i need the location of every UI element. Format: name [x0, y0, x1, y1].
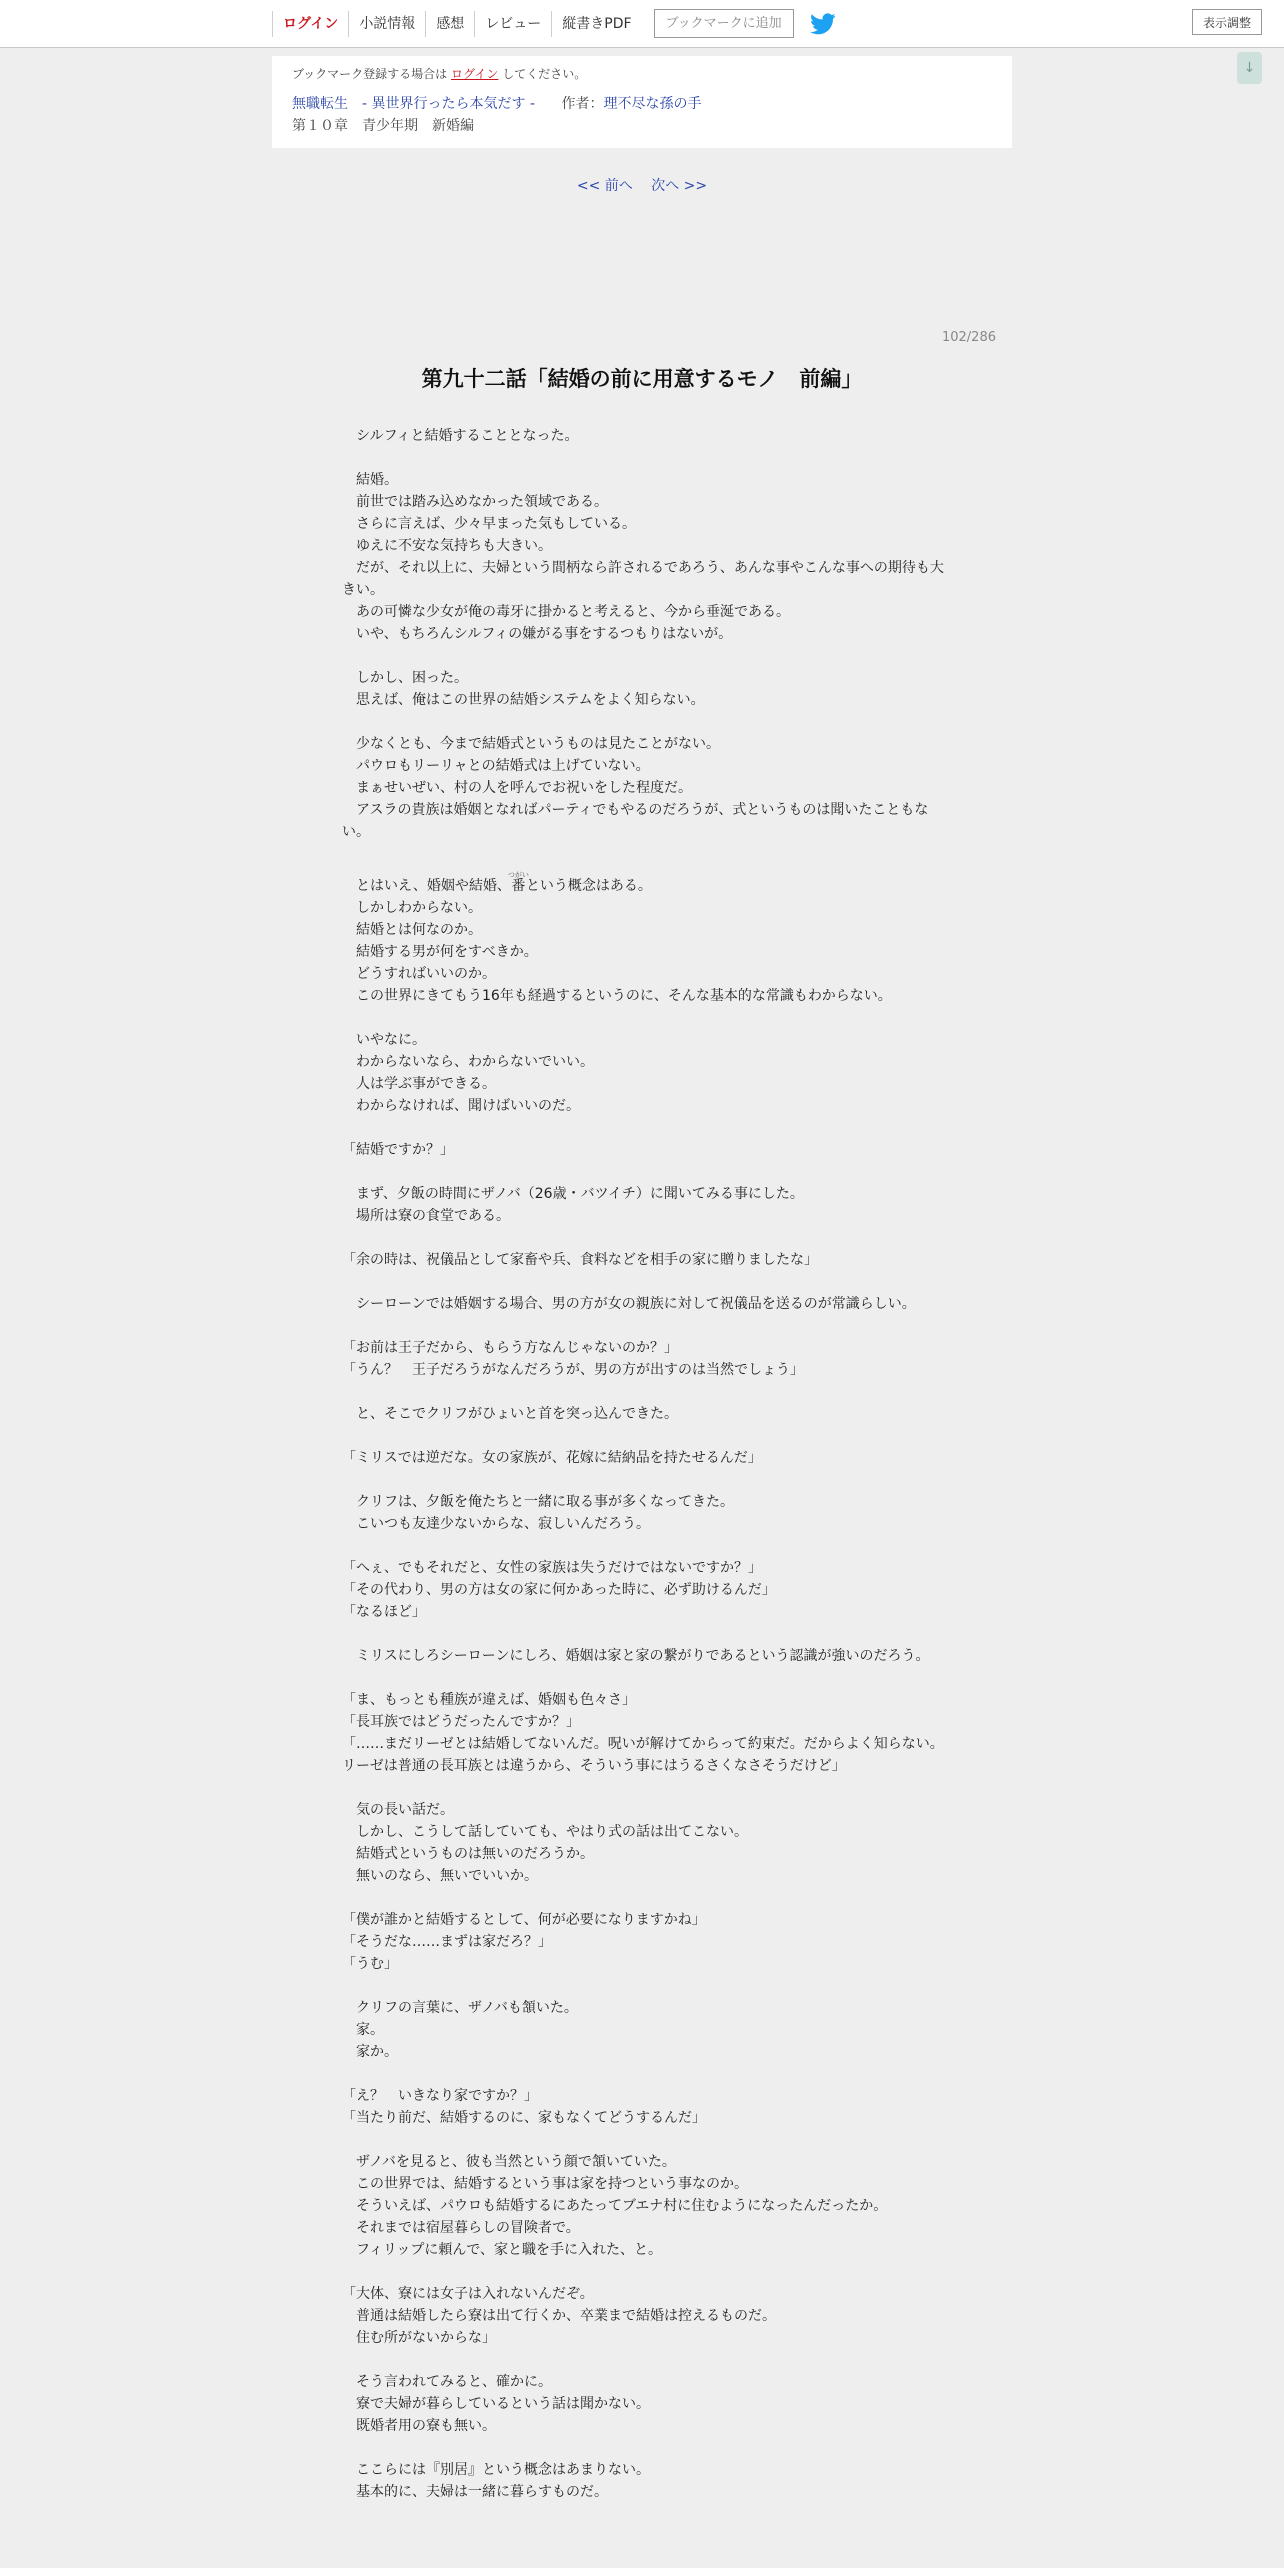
body-line: 思えば、俺はこの世界の結婚システムをよく知らない。	[342, 692, 705, 708]
prev-link[interactable]: << 前へ	[576, 178, 633, 194]
ruby-reading: つがい	[507, 871, 529, 879]
body-line: シーローンでは婚姻する場合、男の方が女の親族に対して祝儀品を送るのが常識らしい。	[342, 1296, 916, 1312]
body-line: 場所は寮の食堂である。	[342, 1208, 510, 1224]
ruby-before: とはいえ、婚姻や結婚、	[342, 878, 511, 894]
body-line: そういえば、パウロも結婚するにあたってブエナ村に住むようになったんだったか。	[342, 2198, 888, 2214]
notice-prefix: ブックマーク登録する場合は	[292, 67, 448, 81]
body-line: さらに言えば、少々早まった気もしている。	[342, 516, 636, 532]
body-line: 「……まだリーゼとは結婚してないんだ。呪いが解けてからって約束だ。だからよく知らない。リーゼは普通の長耳族とは違うから、そういう事にはうるさくなさそうだけど」	[342, 1736, 944, 1774]
body-line	[342, 1381, 944, 1403]
body-part-1	[342, 425, 944, 865]
body-line: 「長耳族ではどうだったんですか？」	[342, 1714, 580, 1730]
body-line: 「結婚ですか？」	[342, 1142, 454, 1158]
body-line: いやなに。	[342, 1032, 426, 1048]
body-line	[342, 1887, 944, 1909]
body-line: そう言われてみると、確かに。	[342, 2374, 552, 2390]
body-line: どうすればいいのか。	[342, 966, 496, 982]
body-line	[342, 2261, 944, 2283]
body-line	[342, 1315, 944, 1337]
body-line: 「お前は王子だから、もらう方なんじゃないのか？」	[342, 1340, 678, 1356]
body-line: 「え？ いきなり家ですか？」	[342, 2088, 538, 2104]
body-line: ミリスにしろシーローンにしろ、婚姻は家と家の繋がりであるという認識が強いのだろう。	[342, 1648, 930, 1664]
body-line	[342, 1425, 944, 1447]
body-line: 寮で夫婦が暮らしているという話は聞かない。	[342, 2396, 650, 2412]
next-link[interactable]: 次へ >>	[651, 178, 708, 194]
body-line	[342, 1161, 944, 1183]
body-part-2	[342, 897, 944, 2503]
body-line: ザノバを見ると、彼も当然という顔で頷いていた。	[342, 2154, 676, 2170]
body-line: パウロもリーリャとの結婚式は上げていない。	[342, 758, 650, 774]
body-line	[342, 1271, 944, 1293]
body-line: フィリップに頼んで、家と職を手に入れた、と。	[342, 2242, 663, 2258]
body-line	[342, 645, 944, 667]
body-line: 基本的に、夫婦は一緒に暮らすものだ。	[342, 2484, 608, 2500]
notice-login-link[interactable]: ログイン	[451, 67, 499, 81]
novel-info-box	[272, 56, 1012, 148]
body-line: わからなければ、聞けばいいのだ。	[342, 1098, 580, 1114]
bookmark-notice	[292, 64, 992, 84]
body-line	[342, 447, 944, 469]
body-line: 気の長い話だ。	[342, 1802, 454, 1818]
body-line: 家か。	[342, 2044, 398, 2060]
body-line: シルフィと結婚することとなった。	[342, 428, 579, 444]
scroll-down-button[interactable]: ↓	[1237, 52, 1262, 84]
body-line: 「へぇ、でもそれだと、女性の家族は失うだけではないですか？」	[342, 1560, 762, 1576]
body-line: 「うん？ 王子だろうがなんだろうが、男の方が出すのは当然でしょう」	[342, 1362, 804, 1378]
body-line: 既婚者用の寮も無い。	[342, 2418, 496, 2434]
body-line: だが、それ以上に、夫婦という間柄なら許されるであろう、あんな事やこんな事への期待も大きい。	[342, 560, 944, 598]
body-line	[342, 2063, 944, 2085]
body-line: 「大体、寮には女子は入れないんだぞ。	[342, 2286, 594, 2302]
body-line: 少なくとも、今まで結婚式というものは見たことがない。	[342, 736, 720, 752]
author-label: 作者：	[561, 96, 604, 112]
review-link[interactable]: レビュー	[474, 11, 551, 37]
body-line	[342, 1535, 944, 1557]
body-line: 「ミリスでは逆だな。女の家族が、花嫁に結納品を持たせるんだ」	[342, 1450, 762, 1466]
login-link[interactable]: ログイン	[272, 11, 348, 37]
body-line: 前世では踏み込めなかった領域である。	[342, 494, 608, 510]
body-line: 無いのなら、無いでいいか。	[342, 1868, 538, 1884]
body-line: 住む所がないからな」	[342, 2330, 496, 2346]
notice-suffix: してください。	[502, 67, 587, 81]
pager	[0, 174, 1284, 198]
ruby-base: 番	[507, 878, 529, 894]
body-line: 「僕が誰かと結婚するとして、何が必要になりますかね」	[342, 1912, 706, 1928]
body-line	[342, 2437, 944, 2459]
body-line: 「当たり前だ、結婚するのに、家もなくてどうするんだ」	[342, 2110, 706, 2126]
body-line	[342, 2349, 944, 2371]
body-line: クリフは、夕飯を俺たちと一緒に取る事が多くなってきた。	[342, 1494, 734, 1510]
body-line	[342, 1227, 944, 1249]
body-line	[342, 711, 944, 733]
body-line: と、そこでクリフがひょいと首を突っ込んできた。	[342, 1406, 678, 1422]
body-line: 結婚式というものは無いのだろうか。	[342, 1846, 594, 1862]
body-line: この世界では、結婚するという事は家を持つという事なのか。	[342, 2176, 748, 2192]
body-line: 「ま、もっとも種族が違えば、婚姻も色々さ」	[342, 1692, 636, 1708]
body-line: わからないなら、わからないでいい。	[342, 1054, 594, 1070]
body-line: 普通は結婚したら寮は出て行くか、卒業まで結婚は控えるものだ。	[342, 2308, 776, 2324]
body-line: クリフの言葉に、ザノバも頷いた。	[342, 2000, 578, 2016]
body-line	[342, 843, 944, 865]
novel-title-link[interactable]: 無職転生 - 異世界行ったら本気だす -	[292, 96, 536, 112]
body-line: この世界にきてもう16年も経過するというのに、そんな基本的な常識もわからない。	[342, 988, 892, 1004]
novel-info-link[interactable]: 小説情報	[348, 11, 425, 37]
vertical-pdf-link[interactable]: 縦書きPDF	[551, 11, 641, 37]
body-line	[342, 1469, 944, 1491]
top-navigation-bar	[0, 0, 1284, 48]
body-line: 「そうだな……まずは家だろ？」	[342, 1934, 552, 1950]
body-line: ゆえに不安な気持ちも大きい。	[342, 538, 552, 554]
body-line: アスラの貴族は婚姻となればパーティでもやるのだろうが、式というものは聞いたこともない。	[342, 802, 929, 840]
body-line: それまでは宿屋暮らしの冒険者で。	[342, 2220, 580, 2236]
body-line: 「その代わり、男の方は女の家に何かあった時に、必ず助けるんだ」	[342, 1582, 776, 1598]
body-line: 家。	[342, 2022, 384, 2038]
novel-title-line	[292, 93, 992, 115]
body-line: こいつも友達少ないからな、寂しいんだろう。	[342, 1516, 650, 1532]
display-adjust-button[interactable]: 表示調整	[1192, 9, 1262, 35]
page-count: 102/286	[941, 330, 996, 345]
body-line: ここらには『別居』という概念はあまりない。	[342, 2462, 650, 2478]
ruby-after: という概念はある。	[525, 878, 652, 894]
chapter-title: 第１０章 青少年期 新婚編	[292, 118, 474, 134]
novel-body	[342, 425, 944, 2503]
body-line	[342, 1117, 944, 1139]
body-line: 人は学ぶ事ができる。	[342, 1076, 496, 1092]
body-line: 「うむ」	[342, 1956, 398, 1972]
body-line	[342, 1007, 944, 1029]
bookmark-add-button[interactable]: ブックマークに追加	[654, 9, 794, 38]
body-line: 「なるほど」	[342, 1604, 426, 1620]
body-line: まず、夕飯の時間にザノバ（26歳・バツイチ）に聞いてみる事にした。	[342, 1186, 804, 1202]
body-line: いや、もちろんシルフィの嫌がる事をするつもりはないが。	[342, 626, 733, 642]
body-line: しかし、こうして話していても、やはり式の話は出てこない。	[342, 1824, 748, 1840]
nav-menu	[272, 0, 836, 47]
ruby-word	[507, 871, 529, 894]
ruby-line	[342, 871, 944, 897]
body-line	[342, 1777, 944, 1799]
body-line	[342, 1975, 944, 1997]
body-line: しかしわからない。	[342, 900, 482, 916]
body-line: 「余の時は、祝儀品として家畜や兵、食料などを相手の家に贈りましたな」	[342, 1252, 818, 1268]
body-line: 結婚する男が何をすべきか。	[342, 944, 538, 960]
body-line: あの可憐な少女が俺の毒牙に掛かると考えると、今から垂涎である。	[342, 604, 790, 620]
body-line	[342, 1667, 944, 1689]
body-line: まぁせいぜい、村の人を呼んでお祝いをした程度だ。	[342, 780, 692, 796]
body-line: 結婚とは何なのか。	[342, 922, 482, 938]
impressions-link[interactable]: 感想	[425, 11, 474, 37]
body-line	[342, 1623, 944, 1645]
twitter-icon[interactable]	[810, 13, 836, 35]
body-line: しかし、困った。	[342, 670, 468, 686]
author-link[interactable]: 理不尽な孫の手	[603, 96, 702, 112]
body-line	[342, 2129, 944, 2151]
episode-title: 第九十二話「結婚の前に用意するモノ 前編」	[421, 367, 863, 391]
body-line: 結婚。	[342, 472, 398, 488]
